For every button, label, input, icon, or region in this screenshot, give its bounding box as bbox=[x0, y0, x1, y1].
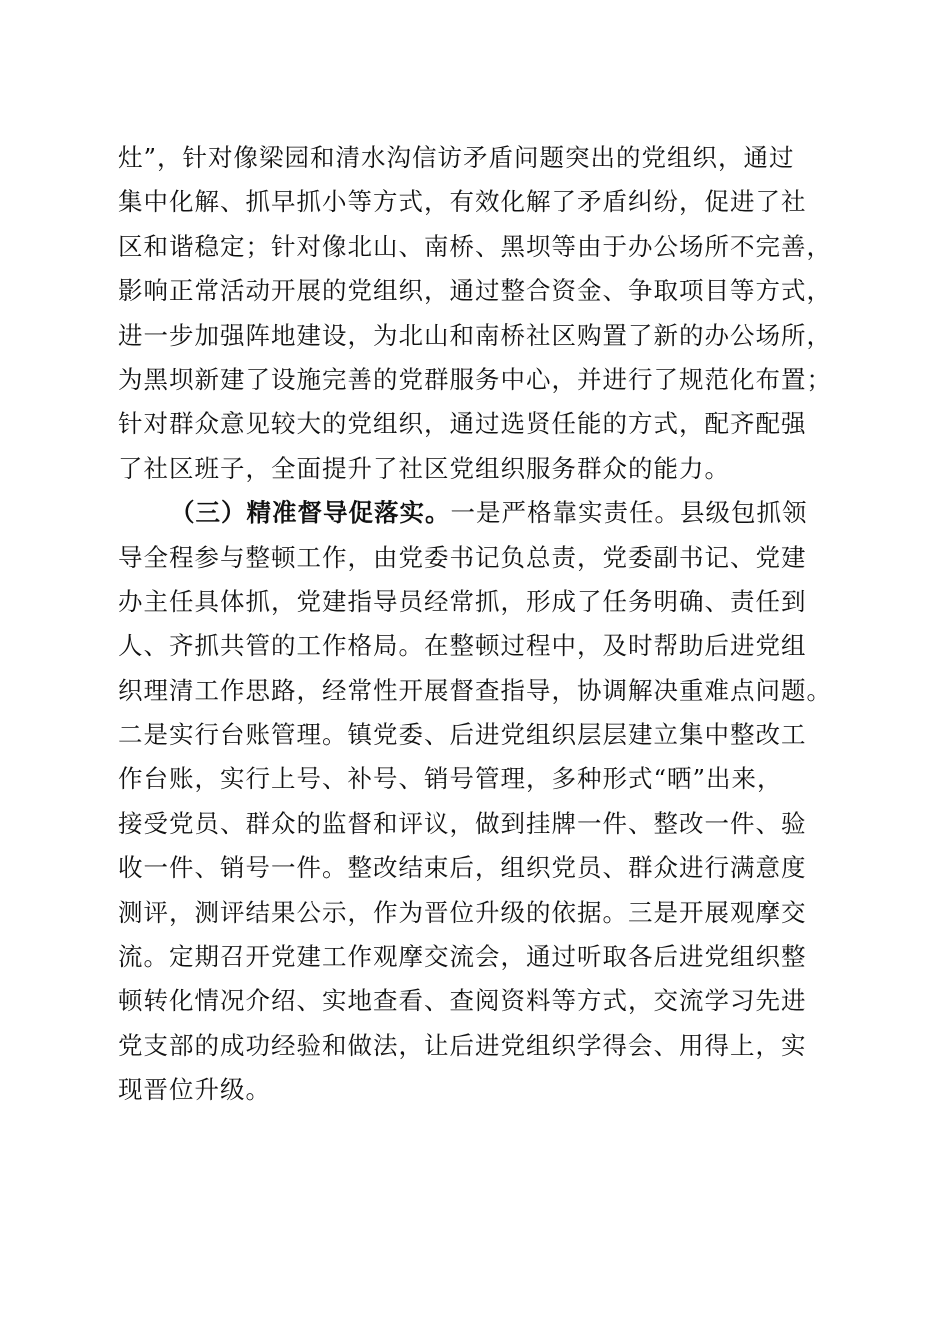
text-line: 为黑坝新建了设施完善的党群服务中心，并进行了规范化布置； bbox=[118, 364, 832, 394]
text-line: 针对群众意见较大的党组织，通过选贤任能的方式，配齐配强 bbox=[118, 409, 807, 439]
text-line: 织理清工作思路，经常性开展督查指导，协调解决重难点问题。 bbox=[118, 675, 832, 705]
text-line: 了社区班子，全面提升了社区党组织服务群众的能力。 bbox=[118, 453, 730, 483]
text-line: 收一件、销号一件。整改结束后，组织党员、群众进行满意度 bbox=[118, 853, 807, 883]
paragraph-first-line bbox=[118, 491, 838, 535]
text-line: 导全程参与整顿工作，由党委书记负总责，党委副书记、党建 bbox=[118, 542, 807, 572]
text-line: 作台账，实行上号、补号、销号管理，多种形式“晒”出来， bbox=[118, 764, 783, 794]
paragraph-2 bbox=[118, 491, 838, 1112]
document-body bbox=[118, 136, 838, 1113]
text-line: 办主任具体抓，党建指导员经常抓，形成了任务明确、责任到 bbox=[118, 586, 807, 616]
text-line: 顿转化情况介绍、实地查看、查阅资料等方式，交流学习先进 bbox=[118, 986, 807, 1016]
text-line: 区和谐稳定；针对像北山、南桥、黑坝等由于办公场所不完善， bbox=[118, 231, 832, 261]
text-line: 进一步加强阵地建设，为北山和南桥社区购置了新的办公场所， bbox=[118, 320, 832, 350]
text-line: 党支部的成功经验和做法，让后进党组织学得会、用得上，实 bbox=[118, 1030, 807, 1060]
text-line: 流。定期召开党建工作观摩交流会，通过听取各后进党组织整 bbox=[118, 942, 807, 972]
text-line: 灶”，针对像梁园和清水沟信访矛盾问题突出的党组织，通过 bbox=[118, 143, 795, 172]
text-run: 一是严格靠实责任。县级包抓领 bbox=[450, 498, 808, 528]
text-line: 人、齐抓共管的工作格局。在整顿过程中，及时帮助后进党组 bbox=[118, 631, 807, 661]
text-line: 二是实行台账管理。镇党委、后进党组织层层建立集中整改工 bbox=[118, 720, 807, 750]
text-line: 现晋位升级。 bbox=[118, 1075, 271, 1105]
section-heading: （三）精准督导促落实。 bbox=[170, 498, 451, 528]
text-line: 测评，测评结果公示，作为晋位升级的依据。三是开展观摩交 bbox=[118, 897, 807, 927]
paragraph-1 bbox=[118, 136, 838, 491]
text-line: 影响正常活动开展的党组织，通过整合资金、争取项目等方式， bbox=[118, 276, 832, 306]
text-line: 接受党员、群众的监督和评议，做到挂牌一件、整改一件、验 bbox=[118, 808, 807, 838]
text-line: 集中化解、抓早抓小等方式，有效化解了矛盾纠纷，促进了社 bbox=[118, 187, 807, 217]
